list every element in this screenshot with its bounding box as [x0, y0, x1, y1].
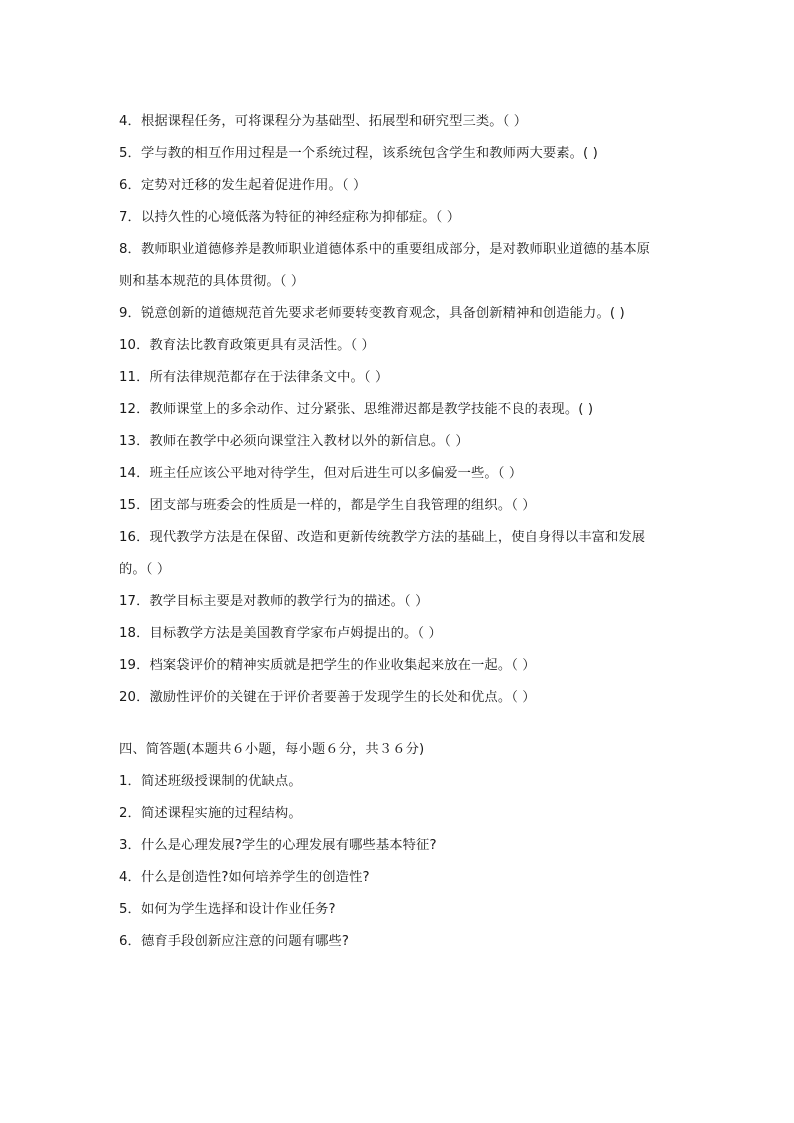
question-line-5: 5．学与教的相互作用过程是一个系统过程，该系统包含学生和教师两大要素。( ) — [119, 146, 598, 161]
short-answer-4: 4．什么是创造性?如何培养学生的创造性? — [119, 870, 370, 885]
judgment-question-list — [119, 106, 679, 714]
question-line-10: 10．教育法比教育政策更具有灵活性。（ ） — [119, 338, 375, 353]
short-answer-6: 6．德育手段创新应注意的问题有哪些? — [119, 934, 350, 949]
question-line-16b: 的。（ ） — [119, 562, 171, 577]
short-answer-2: 2．简述课程实施的过程结构。 — [119, 806, 302, 821]
question-line-13: 13．教师在教学中必须向课堂注入教材以外的新信息。（ ） — [119, 434, 469, 449]
question-line-11: 11．所有法律规范都存在于法律条文中。（ ） — [119, 370, 389, 385]
question-line-8a: 8．教师职业道德修养是教师职业道德体系中的重要组成部分，是对教师职业道德的基本原 — [119, 242, 651, 257]
question-line-14: 14．班主任应该公平地对待学生，但对后进生可以多偏爱一些。（ ） — [119, 466, 523, 481]
short-answer-3: 3．什么是心理发展?学生的心理发展有哪些基本特征? — [119, 838, 437, 853]
question-line-17: 17．教学目标主要是对教师的教学行为的描述。（ ） — [119, 594, 429, 609]
question-line-16a: 16．现代教学方法是在保留、改造和更新传统教学方法的基础上，使自身得以丰富和发展 — [119, 530, 646, 545]
question-line-6: 6．定势对迁移的发生起着促进作用。（ ） — [119, 178, 367, 193]
question-line-7: 7．以持久性的心境低落为特征的神经症称为抑郁症。（ ） — [119, 210, 461, 225]
section-spacer — [119, 714, 679, 734]
short-answer-section — [119, 734, 679, 958]
question-line-12: 12．教师课堂上的多余动作、过分紧张、思维滞迟都是教学技能不良的表现。( ) — [119, 402, 594, 417]
question-line-18: 18．目标教学方法是美国教育学家布卢姆提出的。（ ） — [119, 626, 442, 641]
question-line-19: 19．档案袋评价的精神实质就是把学生的作业收集起来放在一起。（ ） — [119, 658, 536, 673]
short-answer-1: 1．简述班级授课制的优缺点。 — [119, 774, 302, 789]
question-line-20: 20．激励性评价的关键在于评价者要善于发现学生的长处和优点。（ ） — [119, 690, 536, 705]
page-content — [119, 106, 679, 958]
section-heading: 四、简答题(本题共６小题，每小题６分，共３６分) — [119, 742, 425, 757]
short-answer-5: 5．如何为学生选择和设计作业任务? — [119, 902, 336, 917]
question-line-9: 9．锐意创新的道德规范首先要求老师要转变教育观念，具备创新精神和创造能力。( ) — [119, 306, 625, 321]
question-line-4: 4．根据课程任务，可将课程分为基础型、拓展型和研究型三类。（ ） — [119, 114, 528, 129]
question-line-15: 15．团支部与班委会的性质是一样的，都是学生自我管理的组织。（ ） — [119, 498, 536, 513]
question-line-8b: 则和基本规范的具体贯彻。（ ） — [119, 274, 305, 289]
